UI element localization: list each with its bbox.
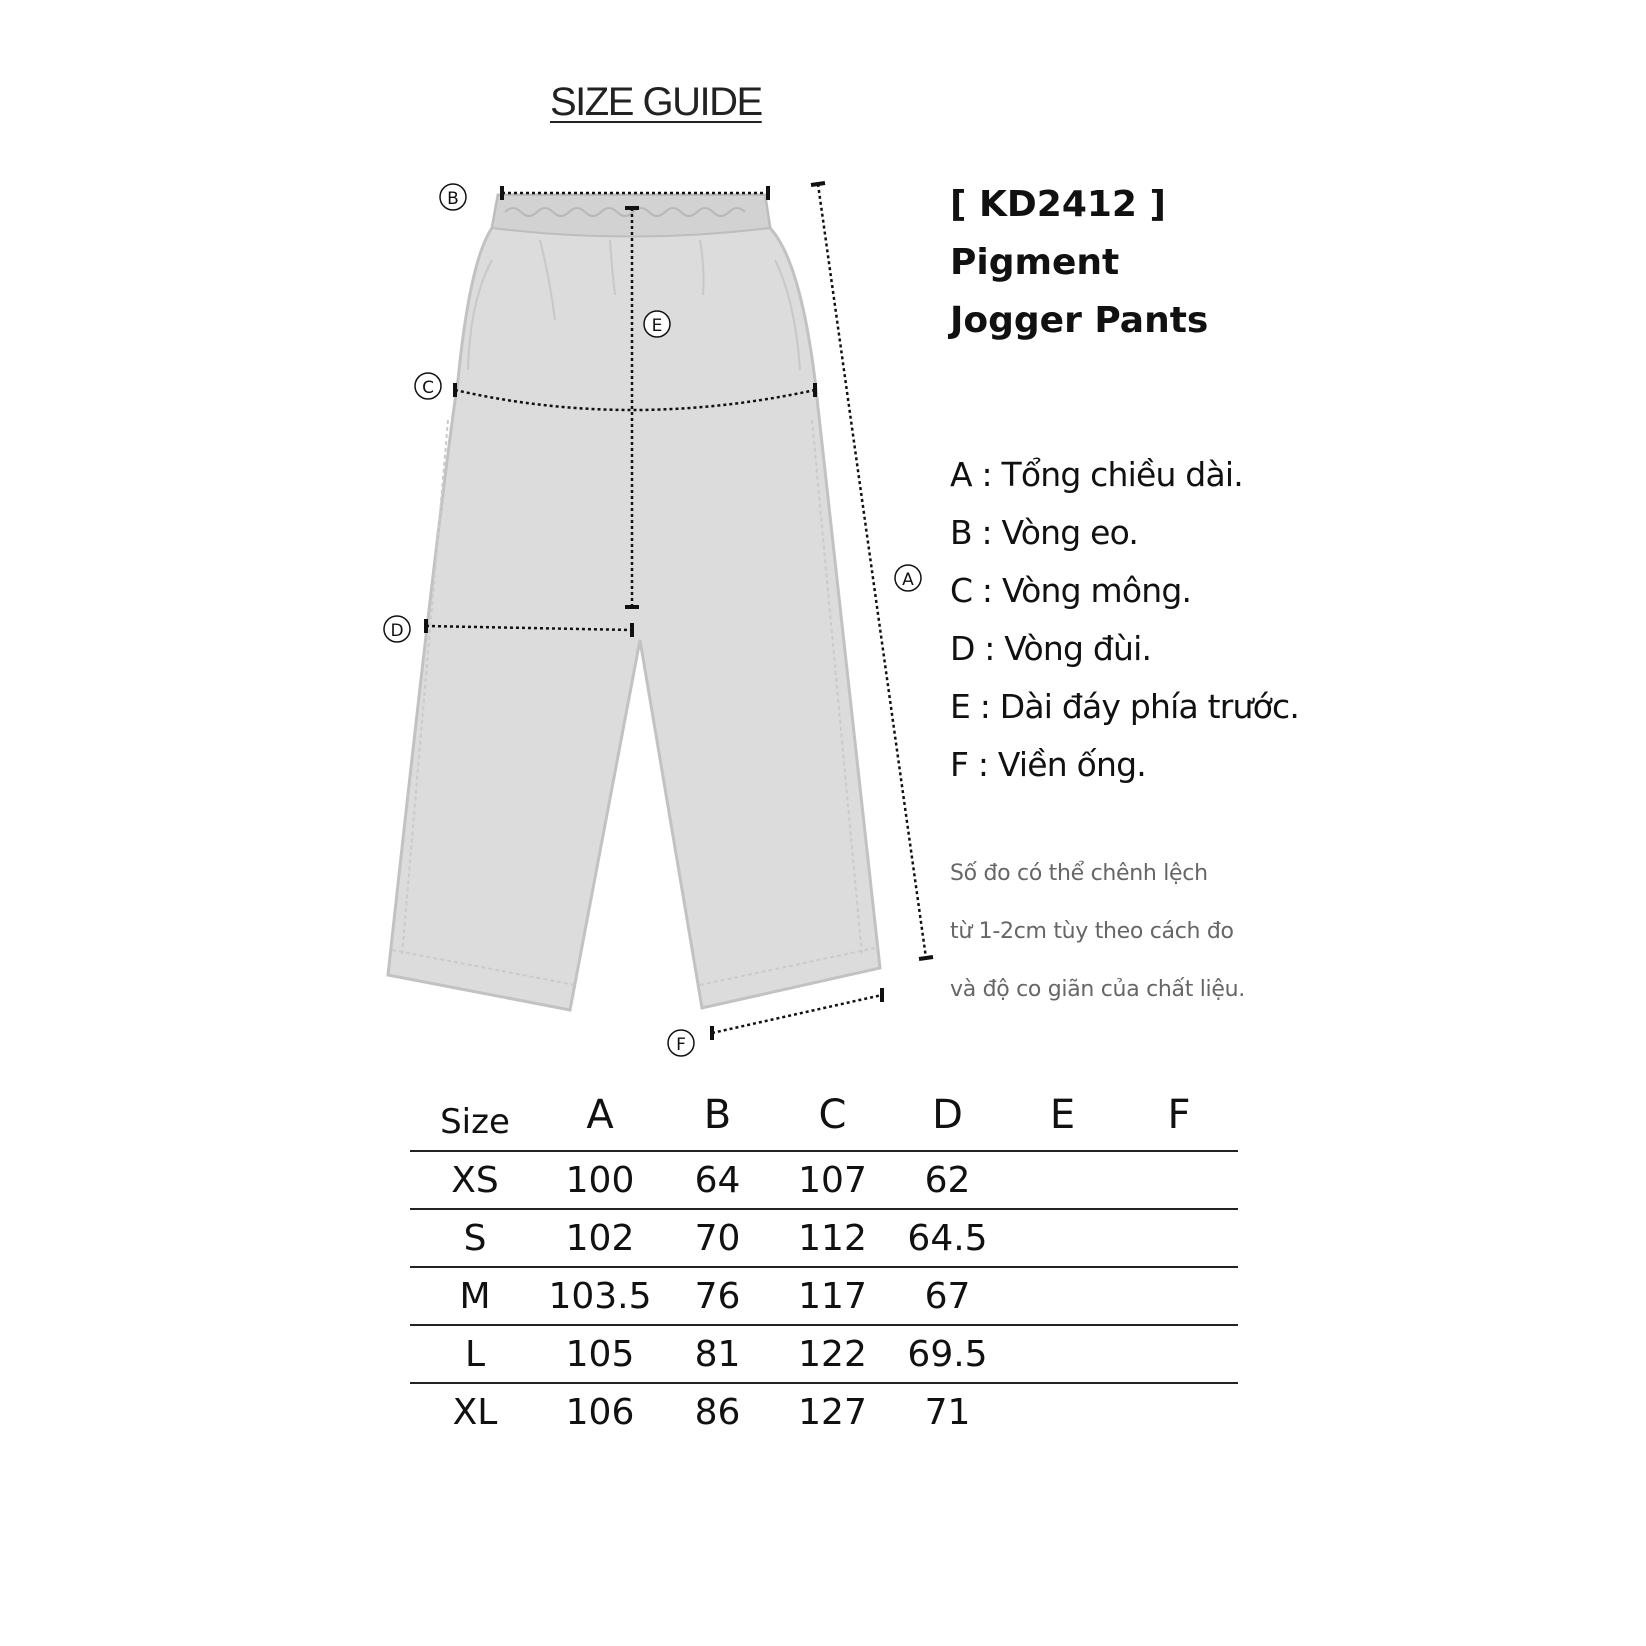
table-cell: 100 [540,1151,660,1209]
table-cell: 112 [775,1209,890,1267]
table-cell: 86 [660,1383,775,1440]
table-cell: 117 [775,1267,890,1325]
column-header-d: D [932,1092,963,1138]
table-cell: M [410,1267,540,1325]
marker-c [415,373,441,399]
table-cell: 71 [890,1383,1005,1440]
table-row [410,1267,1238,1325]
table-cell: L [410,1325,540,1383]
svg-text:F: F [676,1035,686,1055]
table-cell [1120,1267,1238,1325]
legend-item-b: B : Vòng eo. [950,513,1139,552]
table-header-row [410,1070,1238,1151]
legend-item-d: D : Vòng đùi. [950,629,1152,668]
table-cell: 105 [540,1325,660,1383]
table-cell: 102 [540,1209,660,1267]
table-row [410,1383,1238,1440]
note-line: và độ co giãn của chất liệu. [950,977,1245,1002]
table-row [410,1209,1238,1267]
product-name-line1: Pigment [950,242,1120,283]
column-header-a: A [586,1092,614,1138]
table-cell: 106 [540,1383,660,1440]
measurement-note [950,845,1245,1019]
marker-e [644,311,670,337]
table-cell: 69.5 [890,1325,1005,1383]
svg-text:B: B [447,189,459,209]
product-name [950,176,1208,350]
svg-text:C: C [422,378,434,398]
table-cell: XL [410,1383,540,1440]
table-cell [1120,1325,1238,1383]
svg-text:A: A [902,570,914,590]
column-header-b: B [703,1092,732,1138]
table-cell [1005,1151,1120,1209]
table-cell: 122 [775,1325,890,1383]
table-cell: 70 [660,1209,775,1267]
table-cell: XS [410,1151,540,1209]
product-code: [ KD2412 ] [950,184,1166,225]
table-row [410,1151,1238,1209]
table-cell [1005,1209,1120,1267]
table-cell [1005,1383,1120,1440]
table-cell [1005,1325,1120,1383]
note-line: từ 1-2cm tùy theo cách đo [950,919,1234,944]
table-cell: 67 [890,1267,1005,1325]
marker-f [668,1030,694,1056]
legend-item-f: F : Viền ống. [950,745,1146,784]
table-cell [1120,1151,1238,1209]
column-header-f: F [1167,1092,1191,1138]
table-cell: 127 [775,1383,890,1440]
table-cell: 64.5 [890,1209,1005,1267]
table-cell: 76 [660,1267,775,1325]
page-title: SIZE GUIDE [550,80,762,124]
measurement-legend [950,446,1299,794]
table-cell [1120,1383,1238,1440]
table-row [410,1325,1238,1383]
table-cell: 81 [660,1325,775,1383]
svg-text:D: D [390,621,404,641]
table-cell: 62 [890,1151,1005,1209]
marker-a [895,565,921,591]
marker-b [440,184,466,210]
table-cell: 64 [660,1151,775,1209]
marker-d [384,616,410,642]
column-header-size: Size [440,1102,510,1142]
table-cell: 107 [775,1151,890,1209]
table-cell: S [410,1209,540,1267]
column-header-e: E [1049,1092,1076,1138]
table-cell [1005,1267,1120,1325]
legend-item-a: A : Tổng chiều dài. [950,455,1243,494]
legend-item-e: E : Dài đáy phía trước. [950,687,1300,726]
product-name-line2: Jogger Pants [950,300,1209,341]
size-table [410,1070,1238,1440]
pants-illustration [388,195,880,1010]
column-header-c: C [818,1092,847,1138]
note-line: Số đo có thể chênh lệch [950,861,1208,886]
legend-item-c: C : Vòng mông. [950,571,1192,610]
table-cell [1120,1209,1238,1267]
svg-text:E: E [651,316,663,336]
table-cell: 103.5 [540,1267,660,1325]
